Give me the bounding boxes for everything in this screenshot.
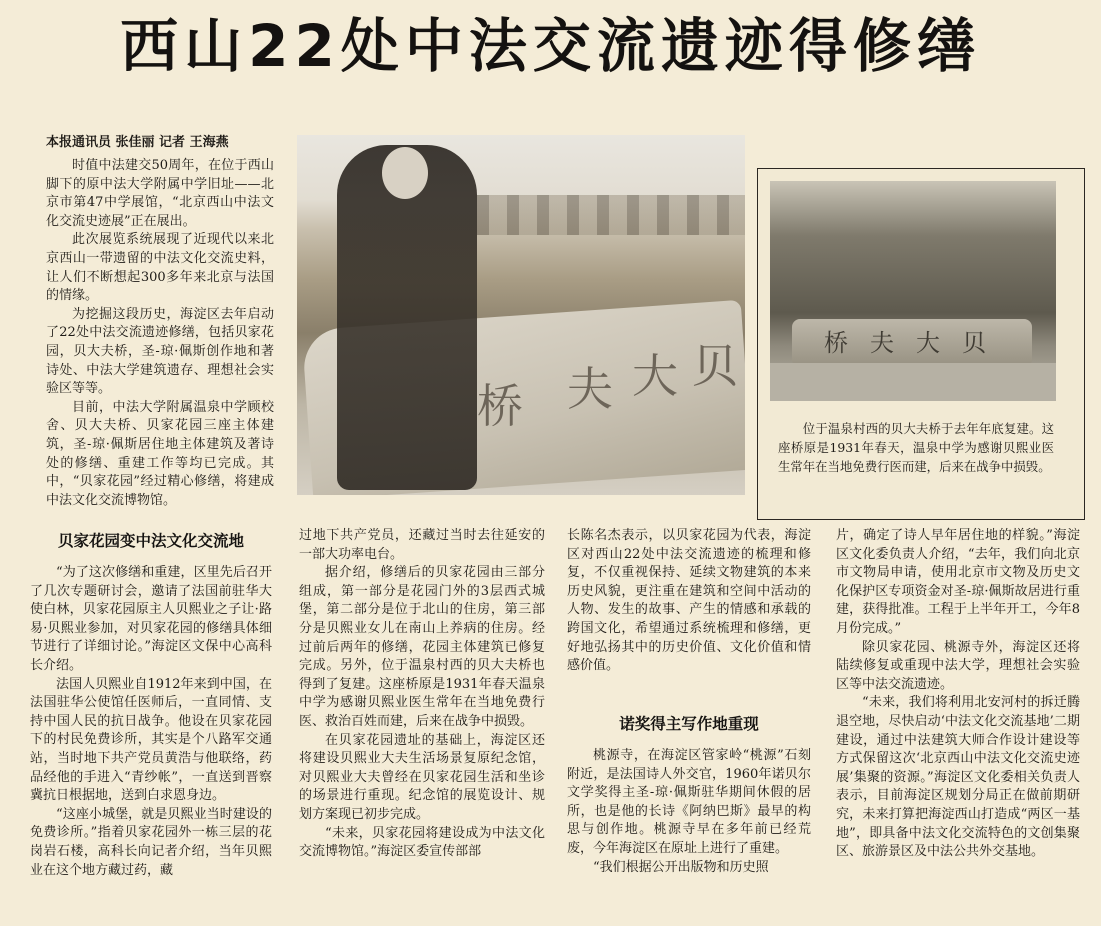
paragraph: 过地下共产党员，还藏过当时去往延安的一部大功率电台。: [299, 528, 545, 562]
section-title-bei-garden: 贝家花园变中法文化交流地: [57, 532, 244, 550]
paragraph: 目前，中法大学附属温泉中学顾校舍、贝大夫桥、贝家花园三座主体建筑，圣-琼·佩斯居住地主体建筑及著诗处的修缮、重建工作等均已完成。其中，“贝家花园”经过精心修缮，将建成中法文化交流博物馆。: [46, 399, 274, 508]
section-title-nobel-writing-site: 诺奖得主写作地重现: [619, 715, 759, 733]
stone-char: 桥: [477, 379, 523, 433]
photo-caption-box: [757, 168, 1085, 520]
photo-rebuilt-bridge: [770, 181, 1056, 401]
stone-char: 贝: [692, 339, 738, 393]
paragraph: 片，确定了诗人早年居住地的样貌。”海淀区文化委负责人介绍，“去年，我们向北京市文物局申请，使用北京市文物及历史文化保护区专项资金对圣-琼·佩斯故居进行重建，获得批准。工程于上半年开工，今年8月份完成。”: [836, 528, 1080, 636]
paragraph: “这座小城堡，就是贝熙业当时建设的免费诊所。”指着贝家花园外一栋三层的花岗岩石楼，高科长向记者介绍，当年贝熙业在这个地方藏过药，藏: [30, 806, 272, 878]
column-3-bottom: [567, 713, 811, 925]
caption-text: 位于温泉村西的贝大夫桥于去年年底复建。这座桥原是1931年春天，温泉中学为感谢贝熙业医生常年在当地免费行医而建，后来在战争中损毁。: [778, 421, 1054, 474]
photo-trees: [477, 195, 745, 235]
paragraph: “未来，我们将利用北安河村的拆迁腾退空地，尽快启动‘中法文化交流基地’二期建设，通过中法建筑大师合作设计建设等方式保留这次‘北京西山中法文化交流史迹展’集聚的资源。”海淀区文化委相关负责人表示，目前海淀区规划分局正在做前期研究，未来打算把海淀西山打造成“两区一基地”，即具备中法文化交流特色的文创集聚区、旅游景区及中法公共外交基地。: [836, 695, 1080, 860]
headline: 西山22处中法交流遗迹得修缮: [120, 12, 981, 80]
photo-man-on-bridge-stone: [297, 135, 745, 495]
paragraph: 桃源寺，在海淀区管家岭“桃源”石刻附近，是法国诗人外交官，1960年诺贝尔文学奖得主圣-琼·佩斯驻华期间休假的居所，也是他的长诗《阿纳巴斯》最早的构思与创作地。桃源寺早在多年前已经荒废，今年海淀区在原址上进行了重建。: [567, 748, 811, 856]
paragraph: 据介绍，修缮后的贝家花园由三部分组成，第一部分是花园门外的3层西式城堡，第二部分是位于北山的住房，第三部分是贝熙业女儿在南山上养病的住房。经过前后两年的修缮，花园主体建筑已修复完成。另外，位于温泉村西的贝大夫桥也得到了复建。这座桥原是1931年春天温泉中学为感谢贝熙业医生常年在当地免费行医、救治百姓而建，后来在战争中损毁。: [299, 565, 545, 729]
paragraph: 时值中法建交50周年，在位于西山脚下的原中法大学附属中学旧址——北京市第47中学展馆，“北京西山中法文化交流史迹展”正在展出。: [46, 158, 274, 229]
paragraph: “为了这次修缮和重建，区里先后召开了几次专题研讨会，邀请了法国前驻华大使白林，贝家花园原主人贝熙业之子让·路易·贝熙业参加，对贝家花园的修缮具体细节进行了详细讨论。”海淀区文保中心高科长介绍。: [30, 565, 272, 673]
photo-caption: [778, 419, 1054, 476]
paragraph: 在贝家花园遗址的基础上，海淀区还将建设贝熙业大夫生活场景复原纪念馆，对贝熙业大夫曾经在贝家花园生活和坐诊的场景进行重现。纪念馆的展览设计、规划方案现已初步完成。: [299, 732, 545, 822]
paragraph: “我们根据公开出版物和历史照: [593, 859, 769, 875]
paragraph: 此次展览系统展现了近现代以来北京西山一带遗留的中法文化交流史料，让人们不断想起300多年来北京与法国的情缘。: [46, 232, 274, 304]
stone-char: 大: [632, 349, 678, 403]
column-2: [299, 527, 545, 925]
paragraph: 除贝家花园、桃源寺外，海淀区还将陆续修复或重现中法大学，理想社会实验区等中法交流遗迹。: [836, 639, 1080, 692]
column-4: [836, 527, 1080, 925]
paragraph: 长陈名杰表示，以贝家花园为代表，海淀区对西山22处中法交流遗迹的梳理和修复，不仅重视保持、延续文物建筑的本来历史风貌，更注重在建筑和空间中活动的人物、发生的故事、产生的情感和承载的跨国文化，希望通过系统梳理和修缮，更好地弘扬其中的历史价值、文化价值和情感价值。: [567, 528, 811, 674]
bridge-inscription: 桥夫大贝: [824, 329, 1008, 357]
byline: 本报通讯员 张佳丽 记者 王海燕: [46, 135, 229, 150]
photo-road: [770, 363, 1056, 401]
paragraph: 法国人贝熙业自1912年来到中国，在法国驻华公使馆任医师后，一直同情、支持中国人民的抗日战争。他设在贝家花园下的村民免费诊所，其实是个八路军交通站，当时地下共产党员黄浩与他联络，药品经他的手进入“青纱帐”，一直送到晋察冀抗日根据地，送到白求恩身边。: [30, 676, 272, 804]
paragraph: “未来，贝家花园将建设成为中法文化交流博物馆。”海淀区委宣传部部: [299, 825, 545, 860]
column-1-top: [46, 157, 274, 517]
stone-char: 夫: [567, 362, 613, 416]
column-3-top: [567, 527, 811, 707]
photo-man-head: [382, 147, 428, 199]
column-1-bottom: [30, 530, 272, 925]
paragraph: 为挖掘这段历史，海淀区去年启动了22处中法交流遗迹修缮，包括贝家花园，贝大夫桥，圣-琼·佩斯创作地和著诗处、中法大学建筑遗存、理想社会实验区等等。: [46, 306, 274, 397]
